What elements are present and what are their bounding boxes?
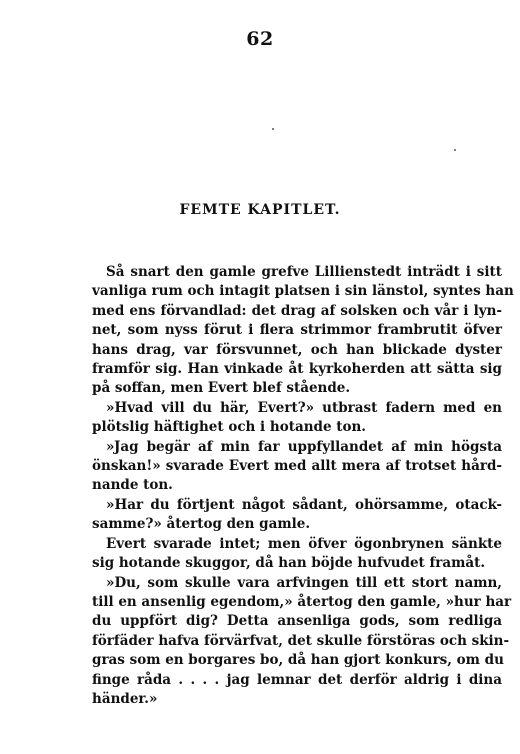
text-line: »Hvad vill du här, Evert?» utbrast fadern med en [106,399,502,416]
paragraph [92,263,514,399]
text-line: på soffan, men Evert blef stående. [92,380,351,397]
text-line: du uppfört dig? Detta ansenliga gods, som redliga [92,613,502,630]
text-line: sig hotande skuggor, då han böjde hufvudet framåt. [92,555,486,572]
text-line: händer.» [92,690,158,707]
text-line: förfäder hafva förvärfvat, det skulle förstöras och skin- [92,632,510,649]
text-line: önskan!» svarade Evert med allt mera af trotset hård- [92,458,502,475]
text-line: till en ansenlig egendom,» återtog den gamle, »hur har [92,593,512,610]
paragraph [92,496,502,535]
paragraph [92,574,512,710]
ink-speck [272,128,274,130]
text-line: vanliga rum och intagit platsen i sin länstol, syntes han [92,283,514,300]
text-line: hans drag, var försvunnet, och han blickade dyster [92,341,502,358]
text-line: finge råda . . . . jag lemnar det derför aldrig i dina [92,671,502,688]
text-line: plötslig häftighet och i hotande ton. [92,419,366,436]
text-line: gras som en borgares bo, då han gjort konkurs, om du [92,652,504,669]
page-number: 62 [246,28,274,50]
paragraph [92,535,502,574]
paragraph [92,438,502,496]
text-line: nande ton. [92,477,173,494]
text-line: Så snart den gamle grefve Lillienstedt inträdt i sitt [106,264,502,280]
body-text [92,263,514,709]
text-line: samme?» återtog den gamle. [92,516,311,533]
text-line: framför sig. Han vinkade åt kyrkoherden att sätta sig [92,361,502,378]
text-line: med ens förvandlad: det drag af solsken och vår i lyn- [92,302,502,319]
text-line: »Du, som skulle vara arfvingen till ett stort namn, [106,574,502,591]
chapter-title: FEMTE KAPITLET. [179,202,341,218]
ink-speck [454,149,456,151]
text-line: »Jag begär af min far uppfyllandet af min högsta [106,438,502,455]
text-line: »Har du förtjent något sådant, ohörsamme, otack- [106,496,502,513]
text-line: Evert svarade intet; men öfver ögonbrynen sänkte [106,535,502,552]
text-line: net, som nyss förut i flera strimmor frambrutit öfver [92,322,502,339]
paragraph [92,399,502,438]
